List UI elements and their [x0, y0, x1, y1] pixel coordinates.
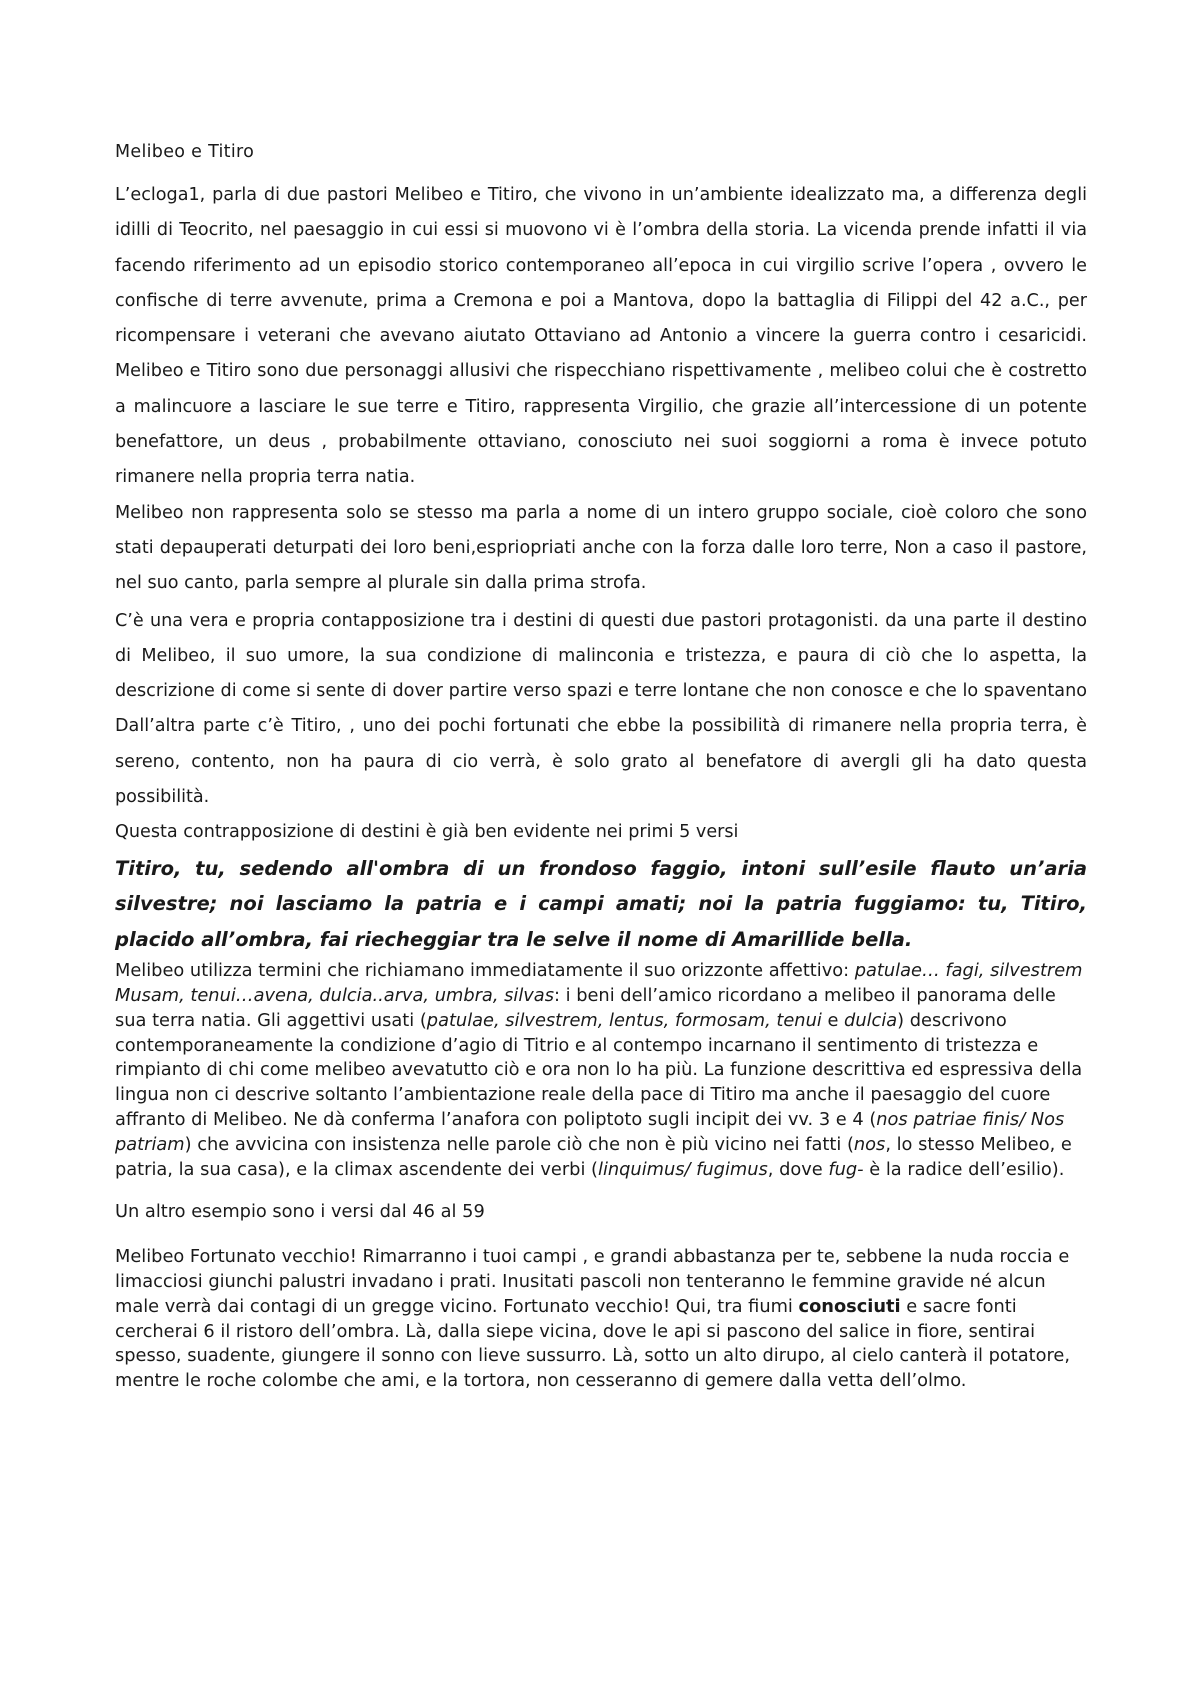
analysis-italic: dulcia [844, 1009, 898, 1031]
paragraph-versi-46-59 [115, 1245, 1087, 1394]
analysis-italic: patulae… [854, 960, 940, 982]
poem-quote: Titiro, tu, sedendo all'ombra di un frondoso faggio, intoni sull’esile flauto un’aria silvestre; noi lasciamo la patria e i campi amati; noi la patria fuggiamo: tu, Titiro, placido all’ombra, fai riecheggiar tra le selve il nome di Amarillide bella. [115, 856, 1087, 951]
analysis-text: ) che avvicina con insistenza nelle parole ciò che non è più vicino nei fatti ( [184, 1133, 854, 1155]
analysis-text: e [821, 1009, 845, 1031]
analysis-text: : i beni dell’amico ricordano a melibeo il panorama delle sua terra natia. Gli aggettivi usati ( [115, 984, 1056, 1031]
paragraph-intro: L’ecloga1, parla di due pastori Melibeo e Titiro, che vivono in un’ambiente idealizzato ma, a differenza degli idilli di Teocrito, nel paesaggio in cui essi si muovono vi è l’ombra della storia. La vicenda prende infatti il via facendo riferimento ad un episodio storico contemporaneo all’epoca in cui virgilio scrive l’opera , ovvero le confische di terre avvenute, prima a Cremona e poi a Mantova, dopo la battaglia di Filippi del 42 a.C., per ricompensare i veterani che avevano aiutato Ottaviano ad Antonio a vincere la guerra contro i cesaricidi. Melibeo e Titiro sono due personaggi allusivi che rispecchiano rispettivamente , melibeo colui che è costretto a malincuore a lasciare le sue terre e Titiro, rappresenta Virgilio, che grazie all’intercessione di un potente benefattore, un deus , probabilmente ottaviano, conosciuto nei suoi soggiorni a roma è invece potuto rimanere nella propria terra natia. [115, 185, 1087, 488]
paragraph-contrapposizione: C’è una vera e propria contapposizione tra i destini di questi due pastori protagonisti. da una parte il destino di Melibeo, il suo umore, la sua condizione di malinconia e tristezza, e paura di ciò che lo aspetta, la descrizione di come si sente di dover partire verso spazi e terre lontane che non conosce e che lo spaventano Dall’altra parte c’è Titiro, , uno dei pochi fortunati che ebbe la possibilità di rimanere nella propria terra, è sereno, contento, non ha paura di cio verrà, è solo grato al benefatore di avergli gli ha dato questa possibilità. [115, 610, 1087, 808]
analysis-text: è la radice dell’esilio). [863, 1158, 1065, 1180]
verse-text: Melibeo Fortunato vecchio! Rimarranno i tuoi campi , e grandi abbastanza per te, sebbene la nuda roccia e limacciosi giunchi palustri invadano i prati. Inusitati pascoli non tenteranno le femmine gravide né alcun male verrà dai contagi di un gregge vicino. Fortunato vecchio! Qui, tra fiumi [115, 1246, 1070, 1317]
paragraph-melibeo-social: Melibeo non rappresenta solo se stesso ma parla a nome di un intero gruppo sociale, cioè coloro che sono stati depauperati deturpati dei loro beni,espriopriati anche con la forza dalle loro terre, Non a caso il pastore, nel suo canto, parla sempre al plurale sin dalla prima strofa. [115, 502, 1087, 594]
document-title: Melibeo e Titiro [115, 142, 255, 162]
verse-text: e sacre fonti cercherai 6 il ristoro dell’ombra. Là, dalla siepe vicina, dove le api si pascono del salice in fiore, sentirai spesso, suadente, giungere il sonno con lieve sussurro. Là, sotto un alto dirupo, al cielo canterà il potatore, mentre le roche colombe che ami, e la tortora, non cesseranno di gemere dalla vetta dell’olmo. [115, 1295, 1071, 1392]
analysis-text: ) descrivono contemporaneamente la condizione d’agio di Titrio e al contempo incarnano il sentimento di tristezza e rimpianto di chi come melibeo avevatutto ciò e ora non lo ha più. La funzione descrittiva ed espressiva della lingua non ci descrive soltanto l’ambientazione reale della pace di Titiro ma anche il paesaggio del cuore affranto di Melibeo. Ne dà conferma l’anafora con poliptoto sugli incipit dei vv. 3 e 4 ( [115, 1009, 1083, 1130]
paragraph-primi-versi: Questa contrapposizione di destini è già ben evidente nei primi 5 versi [115, 822, 739, 843]
analysis-italic: fug- [828, 1158, 864, 1180]
document-body [115, 140, 1087, 1394]
analysis-italic: nos patriae finis/ Nos patriam [115, 1108, 1065, 1155]
paragraph-analysis [115, 959, 1087, 1182]
analysis-text: , lo stesso Melibeo, e patria, la sua casa), e la climax ascendente dei verbi ( [115, 1133, 1072, 1180]
analysis-text: Melibeo utilizza termini che richiamano immediatamente il suo orizzonte affettivo: [115, 960, 855, 982]
analysis-italic: patulae, silvestrem, lentus, formosam, tenui [426, 1009, 822, 1031]
analysis-text: , dove [767, 1158, 829, 1180]
analysis-italic: fagi, silvestrem Musam, tenui…avena, dulcia..arva, umbra, silvas [115, 960, 1083, 1006]
analysis-italic: linquimus/ fugimus [598, 1158, 768, 1180]
verse-bold-word: conosciuti [798, 1295, 901, 1317]
paragraph-altro-esempio: Un altro esempio sono i versi dal 46 al 59 [115, 1201, 485, 1223]
analysis-italic: nos [853, 1133, 886, 1155]
